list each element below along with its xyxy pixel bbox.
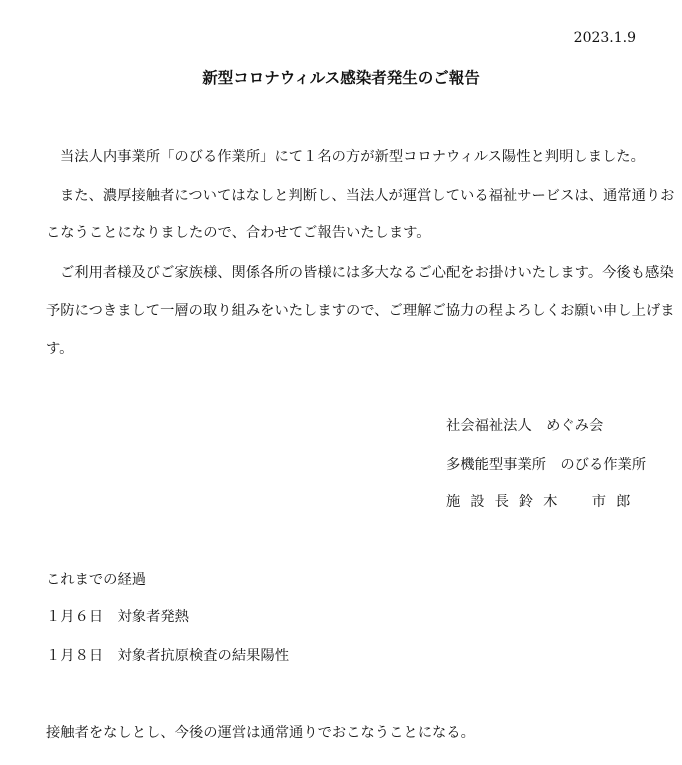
document-date: 2023.1.9 [573, 30, 636, 46]
timeline-entry-2: １月８日 対象者抗原検査の結果陽性 [46, 648, 290, 664]
closing-statement: 接触者をなしとし、今後の運営は通常通りでおこなうことになる。 [46, 725, 475, 741]
paragraph-2-line-1: また、濃厚接触者についてはなしと判断し、当法人が運営している福祉サービスは、通常通りお [60, 188, 675, 204]
paragraph-3-line-3: す。 [46, 341, 74, 357]
signature-facility: 多機能型事業所 のびる作業所 [446, 457, 647, 473]
paragraph-3-line-1: ご利用者様及びご家族様、関係各所の皆様には多大なるご心配をお掛けいたします。今後も感染 [60, 265, 674, 281]
director-name: 鈴木 市郎 [518, 494, 641, 510]
paragraph-3-line-2: 予防につきまして一層の取り組みをいたしますので、ご理解ご協力の程よろしくお願い申し上げま [46, 303, 675, 319]
timeline-entry-1: １月６日 対象者発熱 [46, 609, 189, 625]
signature-director [446, 491, 640, 511]
paragraph-2-line-2: こなうことになりましたので、合わせてご報告いたします。 [46, 225, 431, 241]
signature-organization: 社会福祉法人 めぐみ会 [446, 418, 604, 434]
director-title: 施設長 [446, 494, 519, 510]
paragraph-1-line-1: 当法人内事業所「のびる作業所」にて１名の方が新型コロナウィルス陽性と判明しました。 [60, 149, 645, 165]
timeline-heading: これまでの経過 [46, 572, 147, 588]
document-title: 新型コロナウィルス感染者発生のご報告 [202, 69, 480, 87]
